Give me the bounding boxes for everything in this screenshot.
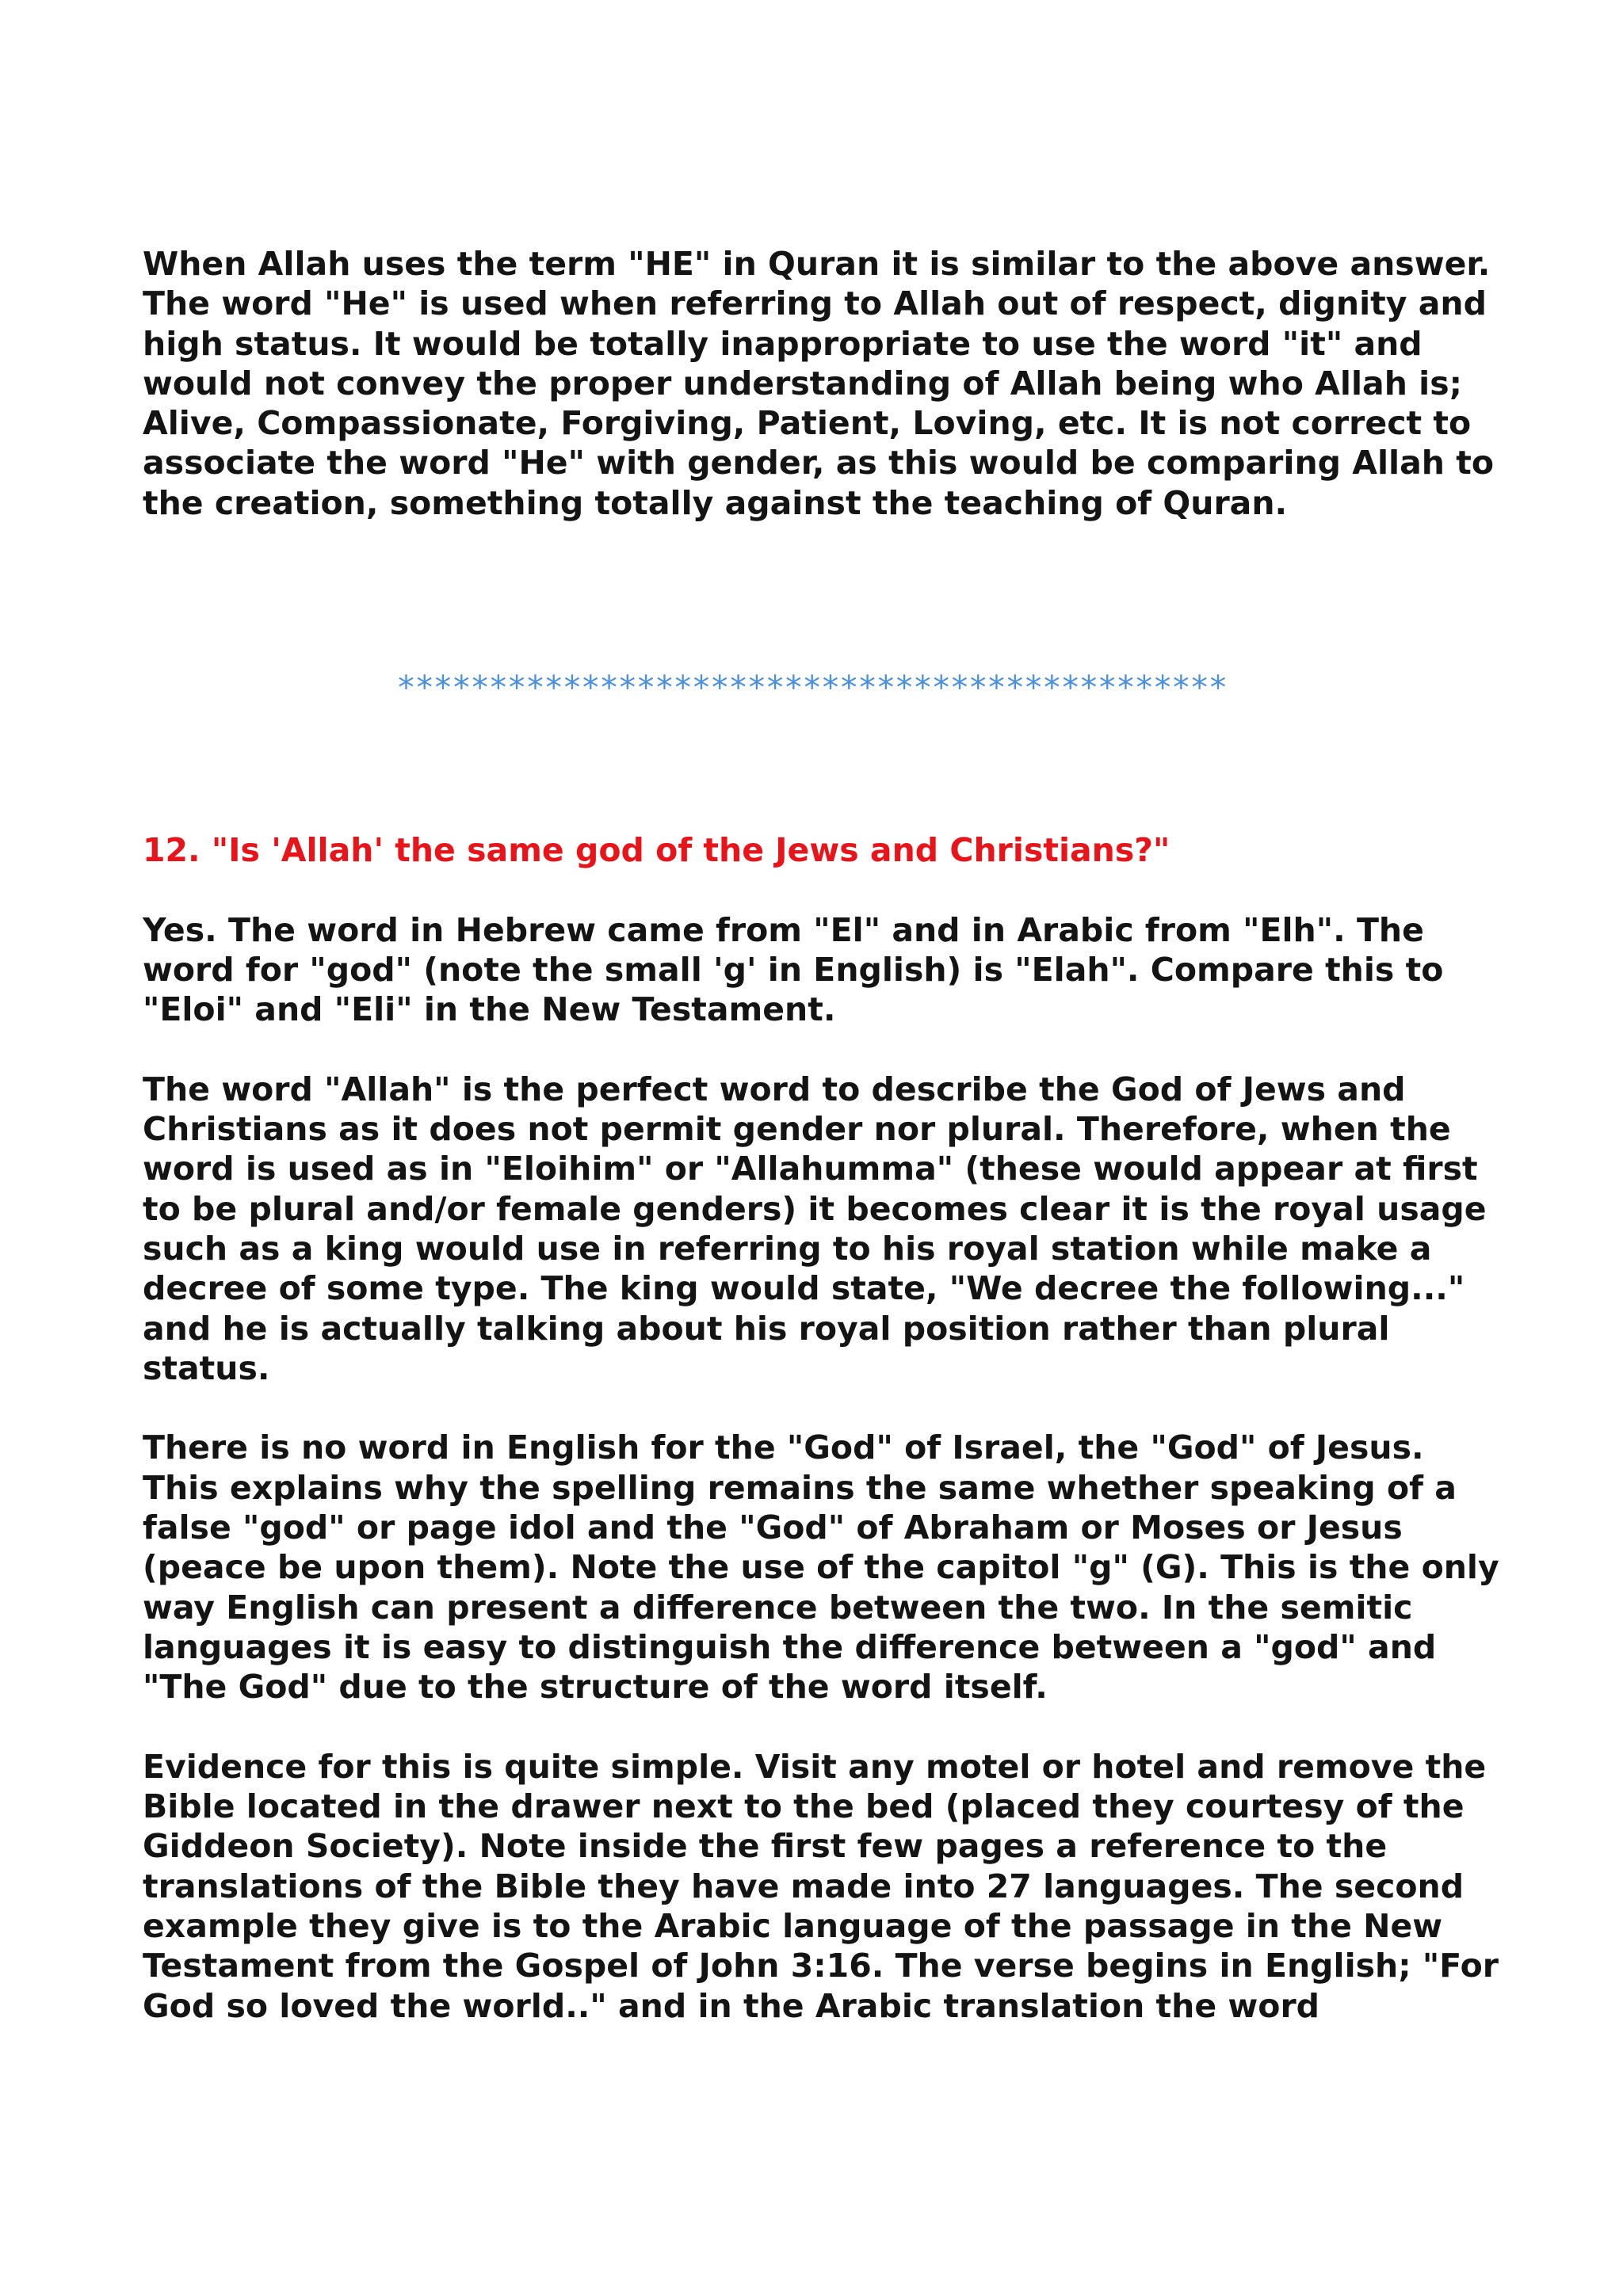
intro-paragraph: When Allah uses the term "HE" in Quran it is similar to the above answer. The word "He" is used when referring to Allah out of respect, dignity and high status. It would be totally inappropriate to use the word "it" and would not convey the proper understanding of Allah being who Allah is; Alive, Compassionate, Forgiving, Patient, Loving, etc. It is not correct to associate the word "He" with gender, as this would be comparing Allah to the creation, something totally against the teaching of Quran.: [143, 245, 1494, 522]
intro-block: [143, 244, 1506, 523]
section-paragraph: There is no word in English for the "God" of Israel, the "God" of Jesus. This explains why the spelling remains the same whether speaking of a false "god" or page idol and the "God" of Abraham or Moses or Jesus (peace be upon them). Note the use of the capitol "g" (G). This is the only way English can present a difference between the two. In the semitic languages it is easy to distinguish the difference between a "god" and "The God" due to the structure of the word itself.: [143, 1428, 1499, 1707]
section-paragraph: The word "Allah" is the perfect word to describe the God of Jews and Christians as it does not permit gender nor plural. Therefore, when the word is used as in "Eloihim" or "Allahumma" (these would appear at first to be plural and/or female genders) it becomes clear it is the royal usage such as a king would use in referring to his royal station while make a decree of some type. The king would state, "We decree the following..." and he is actually talking about his royal position rather than plural status.: [143, 1070, 1487, 1387]
question-section: [143, 830, 1506, 2026]
section-paragraph: Yes. The word in Hebrew came from "El" and in Arabic from "Elh". The word for "god" (note the small 'g' in English) is "Elah". Compare this to "Eloi" and "Eli" in the New Testament.: [143, 910, 1444, 1029]
section-paragraph: Evidence for this is quite simple. Visit any motel or hotel and remove the Bible located in the drawer next to the bed (placed they courtesy of the Giddeon Society). Note inside the first few pages a reference to the translations of the Bible they have made into 27 languages. The second example they give is to the Arabic language of the passage in the New Testament from the Gospel of John 3:16. The verse begins in English; "For God so loved the world.." and in the Arabic translation the word: [143, 1747, 1499, 2025]
section-heading: 12. "Is 'Allah' the same god of the Jews and Christians?": [143, 831, 1170, 869]
asterisk-separator: *********************************************: [396, 669, 1227, 707]
